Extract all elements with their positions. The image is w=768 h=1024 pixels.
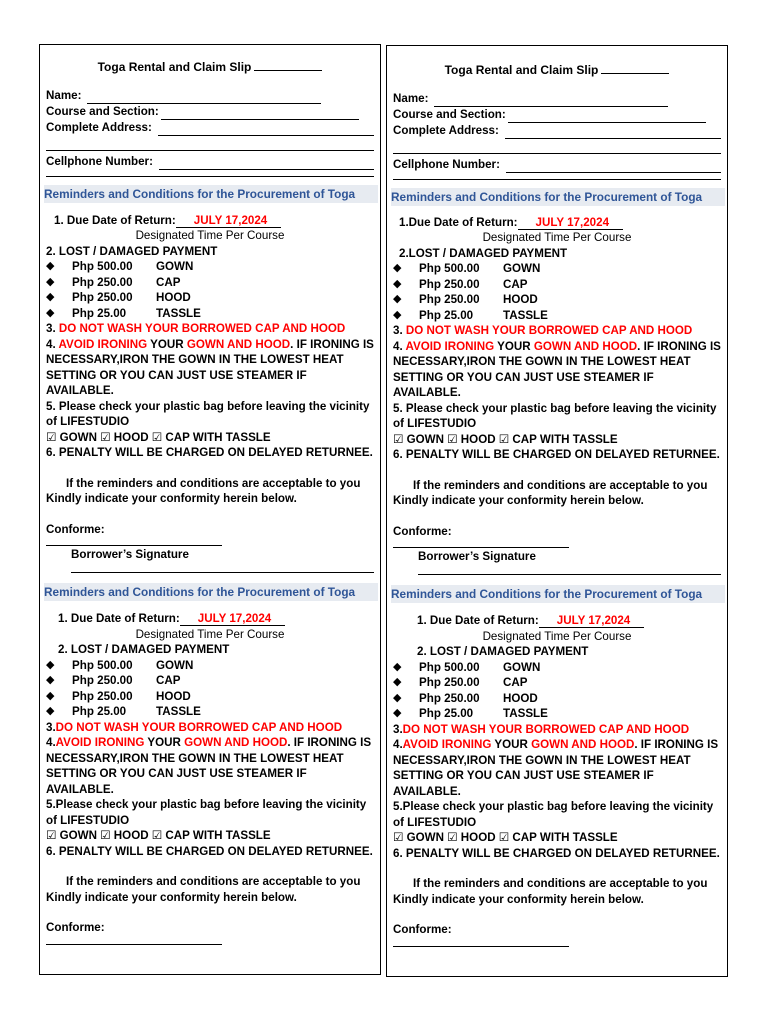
price-amount: Php 25.00 xyxy=(72,705,127,718)
slip-title: Toga Rental and Claim Slip xyxy=(393,62,721,79)
cellphone-line-2[interactable] xyxy=(393,173,721,180)
rule-4: 4.AVOID IRONING YOUR GOWN AND HOOD. IF IRONING IS NECESSARY,IRON THE GOWN IN THE LOWEST HEAT SETTING OR YOU CAN JUST USE STEAMER IF AVAILABLE. xyxy=(46,736,372,796)
price-item: CAP xyxy=(503,676,528,689)
diamond-bullet-icon: ◆ xyxy=(46,260,55,272)
borrower-signature-label: Borrower’s Signature xyxy=(71,548,189,561)
conformity-note: If the reminders and conditions are acceptable to you Kindly indicate your conformity herein below. xyxy=(46,476,361,505)
price-amount: Php 250.00 xyxy=(72,674,133,687)
price-item: GOWN xyxy=(156,658,194,672)
rule-6: 6. PENALTY WILL BE CHARGED ON DELAYED RETURNEE. xyxy=(393,448,720,461)
signature-line-2[interactable] xyxy=(71,564,374,573)
due-date-value: JULY 17,2024 xyxy=(518,216,624,230)
due-date-value: JULY 17,2024 xyxy=(180,612,286,626)
price-amount: Php 250.00 xyxy=(72,275,133,289)
address-line-2[interactable] xyxy=(46,136,374,151)
reminders-heading: Reminders and Conditions for the Procurement of Toga xyxy=(44,185,378,203)
slip-title: Toga Rental and Claim Slip xyxy=(46,59,374,76)
conformity-note: If the reminders and conditions are acceptable to you Kindly indicate your conformity herein below. xyxy=(393,478,708,507)
price-row xyxy=(46,689,374,705)
diamond-bullet-icon: ◆ xyxy=(393,277,402,290)
diamond-bullet-icon: ◆ xyxy=(393,707,402,719)
price-amount: Php 250.00 xyxy=(419,691,480,705)
rule-4: 4.AVOID IRONING YOUR GOWN AND HOOD. IF IRONING IS NECESSARY,IRON THE GOWN IN THE LOWEST HEAT SETTING OR YOU CAN JUST USE STEAMER IF AVAILABLE. xyxy=(393,738,719,798)
cellphone-line-2[interactable] xyxy=(46,170,374,177)
diamond-bullet-icon: ◆ xyxy=(46,275,55,288)
price-list xyxy=(393,261,721,323)
due-date-value: JULY 17,2024 xyxy=(539,614,645,628)
price-amount: Php 250.00 xyxy=(419,277,480,291)
rule-5: 5.Please check your plastic bag before leaving the vicinity of LIFESTUDIO xyxy=(46,798,367,827)
checklist: ☑ GOWN ☑ HOOD ☑ CAP WITH TASSLE xyxy=(46,430,271,444)
slip-number-blank xyxy=(254,59,322,71)
price-item: CAP xyxy=(503,277,528,291)
diamond-bullet-icon: ◆ xyxy=(393,293,402,305)
slip-number-blank xyxy=(601,62,669,74)
checklist: ☑ GOWN ☑ HOOD ☑ CAP WITH TASSLE xyxy=(393,432,618,446)
price-row xyxy=(393,308,721,324)
price-row xyxy=(46,290,374,306)
price-item: HOOD xyxy=(503,293,538,306)
price-amount: Php 500.00 xyxy=(72,658,133,672)
course-line[interactable] xyxy=(161,107,359,120)
price-row xyxy=(393,261,721,277)
price-amount: Php 500.00 xyxy=(72,260,133,273)
price-amount: Php 250.00 xyxy=(72,291,133,304)
payment-label: 2. LOST / DAMAGED PAYMENT xyxy=(417,645,589,658)
rule-3: 3.DO NOT WASH YOUR BORROWED CAP AND HOOD xyxy=(46,720,343,734)
rule-3: 3.DO NOT WASH YOUR BORROWED CAP AND HOOD xyxy=(393,722,690,736)
reminders-heading: Reminders and Conditions for the Procurement of Toga xyxy=(391,188,725,206)
reminders-heading: Reminders and Conditions for the Procurement of Toga xyxy=(44,583,378,601)
price-item: HOOD xyxy=(156,291,191,304)
designated-time: Designated Time Per Course xyxy=(482,629,632,643)
price-item: TASSLE xyxy=(156,705,201,718)
price-list xyxy=(46,259,374,321)
price-amount: Php 500.00 xyxy=(419,660,480,674)
rule-6: 6. PENALTY WILL BE CHARGED ON DELAYED RETURNEE. xyxy=(46,844,373,858)
price-list xyxy=(46,658,374,720)
conformity-note: If the reminders and conditions are acceptable to you Kindly indicate your conformity herein below. xyxy=(46,875,361,904)
price-item: GOWN xyxy=(503,660,541,674)
rule-3: 3. DO NOT WASH YOUR BORROWED CAP AND HOOD xyxy=(46,322,346,335)
due-date-row: 1. Due Date of Return: JULY 17,2024 xyxy=(46,213,374,229)
signature-line[interactable] xyxy=(393,938,569,947)
cellphone-field[interactable]: Cellphone Number: xyxy=(393,157,721,173)
price-amount: Php 250.00 xyxy=(419,676,480,689)
diamond-bullet-icon: ◆ xyxy=(393,308,402,321)
cellphone-line[interactable] xyxy=(506,160,721,173)
rule-4: 4. AVOID IRONING YOUR GOWN AND HOOD. IF IRONING IS NECESSARY,IRON THE GOWN IN THE LOWEST HEAT SETTING OR YOU CAN JUST USE STEAMER IF AVAILABLE. xyxy=(46,337,374,397)
price-item: GOWN xyxy=(156,260,194,273)
checklist: ☑ GOWN ☑ HOOD ☑ CAP WITH TASSLE xyxy=(46,829,271,842)
price-row xyxy=(393,675,721,691)
due-date-row: 1. Due Date of Return: JULY 17,2024 xyxy=(46,611,374,627)
borrower-signature-label: Borrower’s Signature xyxy=(418,550,536,563)
rule-5: 5.Please check your plastic bag before leaving the vicinity of LIFESTUDIO xyxy=(393,800,714,829)
price-amount: Php 25.00 xyxy=(72,306,127,320)
diamond-bullet-icon: ◆ xyxy=(46,689,55,702)
price-row xyxy=(393,277,721,293)
price-amount: Php 25.00 xyxy=(419,707,474,720)
diamond-bullet-icon: ◆ xyxy=(46,658,55,671)
designated-time: Designated Time Per Course xyxy=(135,229,285,242)
diamond-bullet-icon: ◆ xyxy=(46,674,55,686)
checklist: ☑ GOWN ☑ HOOD ☑ CAP WITH TASSLE xyxy=(393,831,618,844)
price-item: HOOD xyxy=(503,691,538,705)
price-row xyxy=(46,658,374,674)
address-line[interactable] xyxy=(505,126,721,139)
designated-time: Designated Time Per Course xyxy=(135,627,285,641)
payment-label: 2. LOST / DAMAGED PAYMENT xyxy=(58,643,230,656)
rule-3: 3. DO NOT WASH YOUR BORROWED CAP AND HOOD xyxy=(393,324,693,337)
payment-label: 2.LOST / DAMAGED PAYMENT xyxy=(399,246,568,260)
price-row xyxy=(46,259,374,275)
name-field[interactable]: Name: xyxy=(393,91,721,107)
price-amount: Php 250.00 xyxy=(72,689,133,703)
signature-line-2[interactable] xyxy=(418,566,721,575)
diamond-bullet-icon: ◆ xyxy=(393,691,402,704)
signature-line[interactable] xyxy=(46,537,222,546)
payment-label: 2. LOST / DAMAGED PAYMENT xyxy=(46,244,218,258)
due-date-row: 1. Due Date of Return: JULY 17,2024 xyxy=(393,613,721,629)
price-row xyxy=(46,306,374,322)
price-amount: Php 25.00 xyxy=(419,308,474,322)
rule-5: 5. Please check your plastic bag before leaving the vicinity of LIFESTUDIO xyxy=(393,401,717,430)
price-row xyxy=(46,704,374,720)
price-row xyxy=(46,673,374,689)
course-line[interactable] xyxy=(508,110,706,123)
name-line[interactable] xyxy=(434,94,668,107)
price-item: GOWN xyxy=(503,262,541,275)
conforme-label: Conforme: xyxy=(46,921,105,934)
price-row xyxy=(393,660,721,676)
course-field[interactable]: Course and Section: xyxy=(46,104,374,120)
cellphone-field[interactable]: Cellphone Number: xyxy=(46,154,374,170)
reminders-heading: Reminders and Conditions for the Procurement of Toga xyxy=(391,585,725,603)
designated-time: Designated Time Per Course xyxy=(482,231,632,244)
name-line[interactable] xyxy=(87,91,321,104)
price-item: HOOD xyxy=(156,689,191,703)
address-line[interactable] xyxy=(158,123,374,136)
rule-6: 6. PENALTY WILL BE CHARGED ON DELAYED RETURNEE. xyxy=(46,446,373,459)
rule-4: 4. AVOID IRONING YOUR GOWN AND HOOD. IF IRONING IS NECESSARY,IRON THE GOWN IN THE LOWEST HEAT SETTING OR YOU CAN JUST USE STEAMER IF AVAILABLE. xyxy=(393,339,721,399)
conformity-note: If the reminders and conditions are acceptable to you Kindly indicate your conformity herein below. xyxy=(393,877,708,906)
name-field[interactable]: Name: xyxy=(46,88,374,104)
price-row xyxy=(393,691,721,707)
address-field[interactable]: Complete Address: xyxy=(393,123,721,139)
signature-line[interactable] xyxy=(46,936,222,945)
due-date-row: 1.Due Date of Return: JULY 17,2024 xyxy=(393,215,721,231)
price-amount: Php 500.00 xyxy=(419,262,480,275)
due-date-value: JULY 17,2024 xyxy=(176,214,282,228)
price-row xyxy=(46,275,374,291)
diamond-bullet-icon: ◆ xyxy=(46,291,55,303)
address-field[interactable]: Complete Address: xyxy=(46,120,374,136)
price-item: CAP xyxy=(156,674,181,687)
diamond-bullet-icon: ◆ xyxy=(393,676,402,688)
rule-6: 6. PENALTY WILL BE CHARGED ON DELAYED RETURNEE. xyxy=(393,846,720,860)
price-item: TASSLE xyxy=(503,707,548,720)
rule-5: 5. Please check your plastic bag before leaving the vicinity of LIFESTUDIO xyxy=(46,399,370,428)
course-field[interactable]: Course and Section: xyxy=(393,107,721,123)
diamond-bullet-icon: ◆ xyxy=(393,262,402,274)
signature-line[interactable] xyxy=(393,539,569,548)
price-item: TASSLE xyxy=(156,306,201,320)
diamond-bullet-icon: ◆ xyxy=(393,660,402,673)
diamond-bullet-icon: ◆ xyxy=(46,705,55,717)
address-line-2[interactable] xyxy=(393,139,721,154)
claim-slip-left xyxy=(39,44,381,975)
conforme-label: Conforme: xyxy=(46,522,105,536)
diamond-bullet-icon: ◆ xyxy=(46,306,55,319)
price-item: TASSLE xyxy=(503,308,548,322)
price-row xyxy=(393,706,721,722)
price-row xyxy=(393,292,721,308)
price-list xyxy=(393,660,721,722)
cellphone-line[interactable] xyxy=(159,157,374,170)
price-amount: Php 250.00 xyxy=(419,293,480,306)
claim-slip-right xyxy=(386,45,728,977)
conforme-label: Conforme: xyxy=(393,923,452,936)
price-item: CAP xyxy=(156,275,181,289)
conforme-label: Conforme: xyxy=(393,524,452,538)
